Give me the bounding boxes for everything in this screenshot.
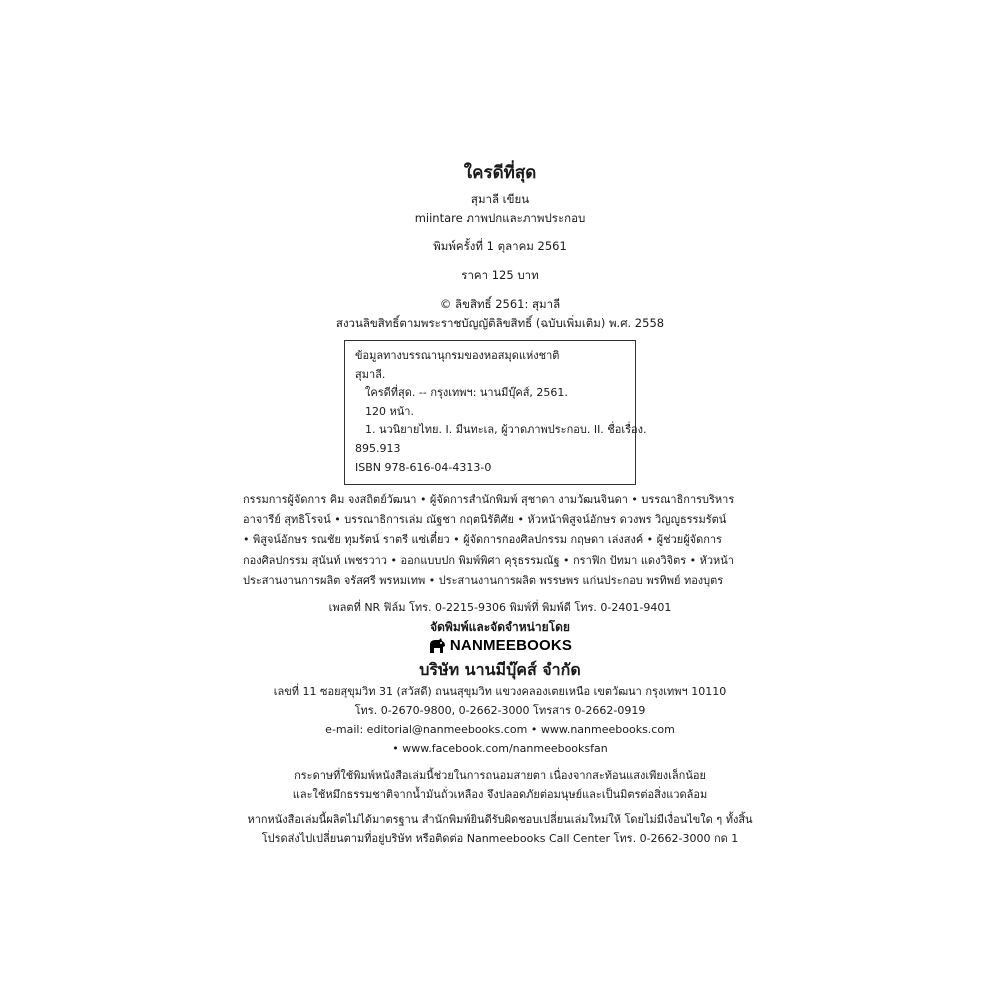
price-line: ราคา 125 บาท [461,268,539,282]
book-title: ใครดีที่สุด [463,163,537,183]
cip-subjects: 1. นวนิยายไทย. I. มีนทะเล, ผู้วาดภาพประกอบ. II. ชื่อเรื่อง. [365,423,647,437]
publisher-email-web: e-mail: editorial@nanmeebooks.com • www.nanmeebooks.com [325,723,675,736]
credits-line: • พิสูจน์อักษร รณชัย ทุมรัตน์ ราตรี แซ่เตี๋ยว • ผู้จัดการกองศิลปกรรม กฤษดา เล่งสงค์ • ผู้ช่วยผู้จัดการ [243,533,722,547]
credits-line: อาจารีย์ สุทธิโรจน์ • บรรณาธิการเล่ม ณัฐชา กฤตนิรัติศัย • หัวหน้าพิสูจน์อักษร ดวงพร วิญญูธรรมรัตน์ [243,513,727,527]
staff-credits [243,490,763,591]
publisher-facebook: • www.facebook.com/nanmeebooksfan [392,742,608,755]
note-line: หากหนังสือเล่มนี้ผลิตไม่ได้มาตรฐาน สำนักพิมพ์ยินดีรับผิดชอบเปลี่ยนเล่มใหม่ให้ โดยไม่มีเงื่อนไขใด ๆ ทั้งสิ้น [247,813,753,826]
copyright-line: © ลิขสิทธิ์ 2561: สุมาลี [439,297,561,311]
cip-author: สุมาลี. [355,367,386,381]
rights-line: สงวนลิขสิทธิ์ตามพระราชบัญญัติลิขสิทธิ์ (ฉบับเพิ่มเติม) พ.ศ. 2558 [335,316,665,330]
credits-line: กรรมการผู้จัดการ คิม จงสถิตย์วัฒนา • ผู้จัดการสำนักพิมพ์ สุชาดา งามวัฒนจินดา • บรรณาธิการบริหาร [243,493,735,506]
cip-isbn: ISBN 978-616-04-4313-0 [355,460,492,474]
publisher-logo [0,637,1000,658]
publisher-logo-text: NANMEEBOOKS [449,637,573,654]
note-line: และใช้หมึกธรรมชาติจากน้ำมันถั่วเหลือง จึงปลอดภัยต่อมนุษย์และเป็นมิตรต่อสิ่งแวดล้อม [292,788,708,801]
cip-class-number: 895.913 [355,441,401,455]
cip-pages: 120 หน้า. [365,404,414,418]
printer-line: เพลตที่ NR ฟิล์ม โทร. 0-2215-9306 พิมพ์ที่ พิมพ์ดี โทร. 0-2401-9401 [328,601,672,614]
note-line: กระดาษที่ใช้พิมพ์หนังสือเล่มนี้ช่วยในการถนอมสายตา เนื่องจากสะท้อนแสงเพียงเล็กน้อย [294,769,706,782]
publisher-address: เลขที่ 11 ซอยสุขุมวิท 31 (สวัสดี) ถนนสุขุมวิท แขวงคลองเตยเหนือ เขตวัฒนา กรุงเทพฯ 10110 [273,685,727,698]
publisher-company: บริษัท นานมีบุ๊คส์ จำกัด [419,660,581,679]
cip-title: ใครดีที่สุด. -- กรุงเทพฯ: นานมีบุ๊คส์, 2561. [365,386,568,400]
illustrator-line: miintare ภาพปกและภาพประกอบ [414,211,586,225]
credits-line: กองศิลปกรรม สุนันท์ เพชรวาว • ออกแบบปก พิมพ์พิศา คุรุธรรมณัฐ • กราฟิก ปัทมา แดงวิจิตร • หัวหน้า [243,553,734,567]
publisher-heading: จัดพิมพ์และจัดจำหน่ายโดย [430,620,570,634]
cip-heading: ข้อมูลทางบรรณานุกรมของหอสมุดแห่งชาติ [355,349,560,362]
cip-box [344,340,647,485]
dog-logo-icon [428,638,446,654]
edition-line: พิมพ์ครั้งที่ 1 ตุลาคม 2561 [433,239,567,253]
publisher-phone: โทร. 0-2670-9800, 0-2662-3000 โทรสาร 0-2662-0919 [354,704,646,717]
note-line: โปรดส่งไปเปลี่ยนตามที่อยู่บริษัท หรือติดต่อ Nanmeebooks Call Center โทร. 0-2662-3000 กด 1 [261,832,739,845]
author-line: สุมาลี เขียน [470,192,530,206]
credits-line: ประสานงานการผลิต จรัสศรี พรหมเทพ • ประสานงานการผลิต พรรษพร แก่นประกอบ พรทิพย์ ทองบุตร [243,573,724,587]
